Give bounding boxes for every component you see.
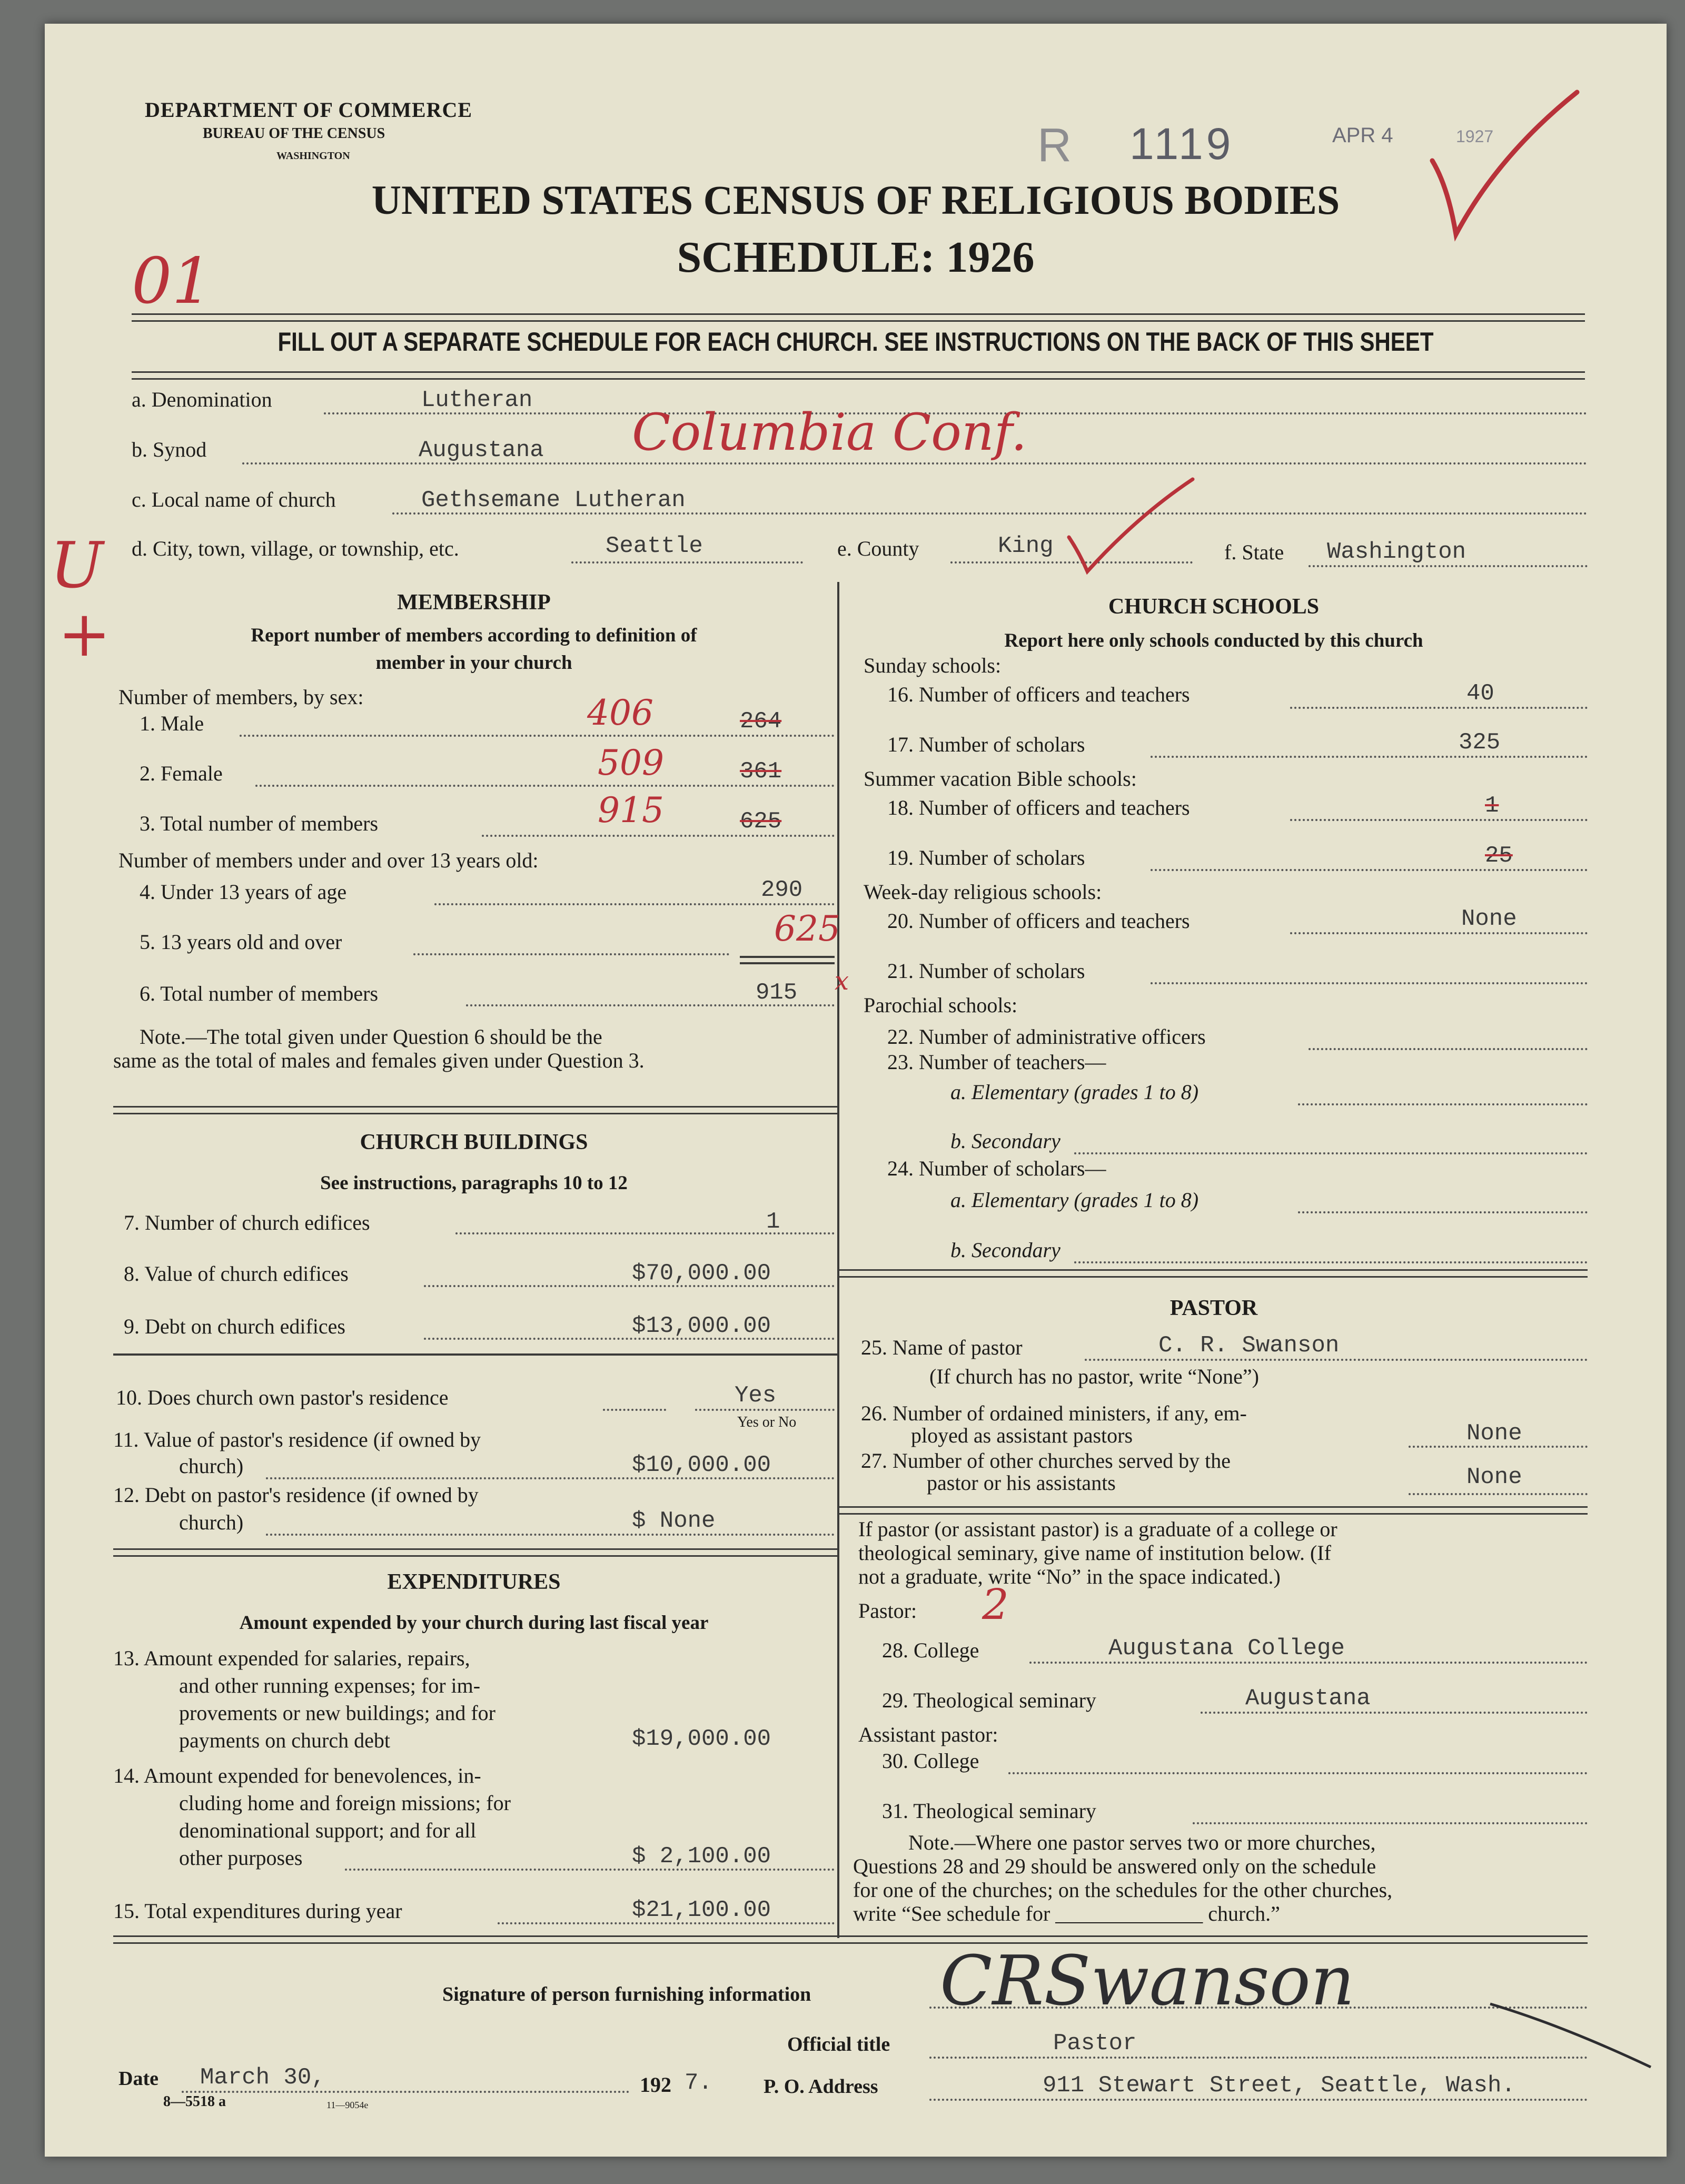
city-label-field: d. City, town, village, or township, etc.	[132, 537, 459, 560]
fill-line	[1151, 756, 1588, 758]
rule	[113, 1935, 1588, 1944]
bureau-label: BUREAU OF THE CENSUS	[203, 125, 385, 142]
city-value: Seattle	[606, 533, 703, 559]
fill-line	[1151, 869, 1588, 871]
fill-line	[182, 2091, 629, 2093]
q26-label-b: ployed as assistant pastors	[911, 1424, 1133, 1447]
pastor-note1: Note.—Where one pastor serves two or more churches,	[908, 1831, 1376, 1854]
q10-label: 10. Does church own pastor's residence	[116, 1386, 449, 1409]
q29-value: Augustana	[1245, 1685, 1371, 1712]
synod-value: Augustana	[419, 437, 544, 463]
q10-hint: Yes or No	[737, 1414, 797, 1430]
q9-label: 9. Debt on church edifices	[124, 1315, 345, 1338]
expenditures-sub: Amount expended by your church during last fiscal year	[239, 1612, 709, 1634]
department-label: DEPARTMENT OF COMMERCE	[145, 98, 473, 122]
pastor-hand: 2	[982, 1580, 1009, 1629]
q14-label-d: other purposes	[179, 1846, 303, 1870]
stamp-date: APR 4	[1332, 124, 1393, 147]
q19-value: 25	[1485, 843, 1513, 869]
fill-line	[1409, 1493, 1588, 1495]
po-address-label: P. O. Address	[764, 2076, 878, 2098]
denomination-value: Lutheran	[421, 387, 533, 413]
q27-label-a: 27. Number of other churches served by the	[861, 1449, 1231, 1473]
q6-hand-mark: x	[835, 966, 849, 996]
q7-label: 7. Number of church edifices	[124, 1211, 370, 1234]
q27-label-b: pastor or his assistants	[927, 1471, 1116, 1495]
q2-typed: 361	[740, 758, 782, 785]
fill-line	[1201, 1712, 1588, 1714]
fill-line	[929, 2057, 1588, 2059]
fill-line	[1290, 819, 1588, 821]
q3-typed: 625	[740, 808, 782, 835]
q2-hand: 509	[598, 743, 664, 783]
q11-label-a: 11. Value of pastor's residence (if owned by	[113, 1428, 481, 1451]
date-label: Date	[118, 2068, 158, 2090]
q20-label: 20. Number of officers and teachers	[887, 909, 1190, 933]
q16-value: 40	[1466, 680, 1494, 707]
fill-line	[424, 1285, 835, 1287]
official-title-value: Pastor	[1053, 2030, 1137, 2057]
q23-label: 23. Number of teachers—	[887, 1050, 1106, 1074]
pastor-note4: write “See schedule for ______________ church.”	[853, 1902, 1280, 1925]
q11-value: $10,000.00	[632, 1452, 771, 1478]
q12-label-b: church)	[179, 1510, 244, 1534]
state-label: f. State	[1224, 540, 1284, 564]
parochial-label: Parochial schools:	[864, 993, 1018, 1017]
q24-label: 24. Number of scholars—	[887, 1157, 1106, 1180]
fill-line	[571, 561, 803, 564]
summer-label: Summer vacation Bible schools:	[864, 767, 1137, 790]
schedule-title: SCHEDULE: 1926	[677, 233, 1035, 282]
q26-value: None	[1466, 1420, 1522, 1447]
sum-line	[740, 962, 835, 964]
q18-label: 18. Number of officers and teachers	[887, 796, 1190, 819]
weekday-label: Week-day religious schools:	[864, 880, 1102, 904]
date-value: March 30,	[200, 2064, 325, 2091]
q20-value: None	[1461, 906, 1517, 932]
by-age-label: Number of members under and over 13 years old:	[118, 848, 539, 872]
fill-line	[266, 1534, 835, 1536]
q1-hand: 406	[587, 693, 653, 733]
q15-label: 15. Total expenditures during year	[113, 1899, 402, 1923]
q3-label: 3. Total number of members	[140, 812, 379, 835]
year-suffix: 7.	[685, 2070, 712, 2096]
check-mark-icon	[1424, 82, 1582, 250]
fill-line	[1290, 707, 1588, 709]
fill-line	[413, 953, 729, 955]
year-prefix: 192	[640, 2073, 671, 2097]
by-sex-label: Number of members, by sex:	[118, 685, 364, 709]
q25-value: C. R. Swanson	[1158, 1332, 1340, 1359]
fill-line	[929, 2099, 1588, 2101]
q18-value: 1	[1485, 793, 1499, 819]
fill-line	[482, 835, 835, 837]
census-form	[45, 24, 1667, 2157]
q13-label-a: 13. Amount expended for salaries, repairs,	[113, 1646, 470, 1670]
hand-margin-plus: +	[58, 598, 111, 671]
q28-label: 28. College	[882, 1638, 979, 1662]
city-label: WASHINGTON	[276, 150, 350, 162]
q11-label-b: church)	[179, 1454, 244, 1478]
fill-line	[1008, 1772, 1588, 1774]
signature-flourish-icon	[1488, 1993, 1656, 2072]
rule	[113, 1106, 837, 1114]
fill-line	[603, 1409, 666, 1411]
fill-line	[1085, 1359, 1588, 1361]
fill-line	[695, 1409, 835, 1411]
state-value: Washington	[1327, 539, 1466, 565]
fill-line	[1074, 1261, 1588, 1263]
q27-value: None	[1466, 1464, 1522, 1490]
rule	[132, 313, 1585, 322]
county-check-icon	[1064, 474, 1201, 579]
print-number: 11—9054e	[326, 2100, 369, 2110]
fill-line	[1298, 1211, 1588, 1213]
q12-value: $ None	[632, 1508, 716, 1534]
fill-line	[1290, 932, 1588, 934]
q17-label: 17. Number of scholars	[887, 733, 1085, 756]
fill-line	[240, 735, 835, 737]
pastor-note2: Questions 28 and 29 should be answered only on the schedule	[853, 1854, 1376, 1878]
column-divider	[837, 582, 839, 1938]
fill-line	[1193, 1822, 1588, 1824]
q23a-label: a. Elementary (grades 1 to 8)	[950, 1080, 1199, 1104]
local-name-label: c. Local name of church	[132, 488, 336, 511]
q30-label: 30. College	[882, 1749, 979, 1773]
grad-note1: If pastor (or assistant pastor) is a graduate of a college or	[858, 1517, 1337, 1541]
form-title: UNITED STATES CENSUS OF RELIGIOUS BODIES	[371, 177, 1340, 223]
fill-line	[424, 1338, 835, 1340]
buildings-title: CHURCH BUILDINGS	[360, 1130, 588, 1154]
q31-label: 31. Theological seminary	[882, 1799, 1096, 1823]
rule	[837, 1506, 1588, 1515]
fill-line	[1309, 565, 1588, 567]
q13-value: $19,000.00	[632, 1726, 771, 1752]
pastor-sublabel: Pastor:	[858, 1599, 917, 1623]
q14-label-a: 14. Amount expended for benevolences, in-	[113, 1764, 481, 1787]
q13-label-b: and other running expenses; for im-	[179, 1674, 481, 1697]
stamp-number: 1119	[1129, 119, 1234, 169]
assistant-label: Assistant pastor:	[858, 1723, 998, 1746]
q9-value: $13,000.00	[632, 1313, 771, 1339]
q14-label-b: cluding home and foreign missions; for	[179, 1791, 511, 1815]
q6-typed: 915	[756, 980, 798, 1006]
signature-text: CRSwanson	[940, 1941, 1355, 2021]
q5-hand: 625	[774, 908, 840, 949]
grad-note2: theological seminary, give name of institution below. (If	[858, 1541, 1331, 1565]
schools-title: CHURCH SCHOOLS	[1108, 595, 1320, 619]
q17-value: 325	[1459, 729, 1501, 756]
county-value: King	[998, 533, 1054, 559]
hand-code: 01	[132, 245, 212, 318]
membership-note2: same as the total of males and females given under Question 3.	[113, 1049, 645, 1072]
fill-line	[1309, 1048, 1588, 1050]
fill-line	[1298, 1103, 1588, 1105]
q16-label: 16. Number of officers and teachers	[887, 683, 1190, 706]
fill-line	[1074, 1152, 1588, 1154]
q28-value: Augustana College	[1108, 1635, 1345, 1662]
instructions-banner: FILL OUT A SEPARATE SCHEDULE FOR EACH CHURCH. SEE INSTRUCTIONS ON THE BACK OF THIS SHEET	[277, 327, 1434, 357]
q12-label-a: 12. Debt on pastor's residence (if owned by	[113, 1483, 479, 1507]
q13-label-c: provements or new buildings; and for	[179, 1701, 495, 1725]
sunday-label: Sunday schools:	[864, 654, 1002, 677]
q22-label: 22. Number of administrative officers	[887, 1025, 1206, 1049]
fill-line	[434, 903, 835, 905]
pastor-note3: for one of the churches; on the schedules for the other churches,	[853, 1878, 1393, 1902]
q19-label: 19. Number of scholars	[887, 846, 1085, 869]
form-number: 8—5518 a	[163, 2093, 226, 2110]
q14-label-c: denominational support; and for all	[179, 1819, 477, 1842]
q3-hand: 915	[598, 790, 664, 831]
pastor-title: PASTOR	[1169, 1296, 1258, 1320]
schools-sub: Report here only schools conducted by this church	[1004, 630, 1423, 651]
q23b-label: b. Secondary	[950, 1129, 1060, 1153]
po-address-value: 911 Stewart Street, Seattle, Wash.	[1043, 2072, 1515, 2099]
official-title-label: Official title	[787, 2033, 890, 2055]
membership-note1: Note.—The total given under Question 6 should be the	[140, 1025, 602, 1049]
membership-sub2: member in your church	[375, 652, 572, 674]
q2-label: 2. Female	[140, 762, 223, 785]
q13-label-d: payments on church debt	[179, 1728, 390, 1752]
q24a-label: a. Elementary (grades 1 to 8)	[950, 1188, 1199, 1212]
q7-value: 1	[766, 1209, 780, 1235]
fill-line	[255, 785, 835, 787]
fill-line	[1029, 1662, 1588, 1664]
q8-value: $70,000.00	[632, 1260, 771, 1287]
q5-label: 5. 13 years old and over	[140, 930, 342, 954]
rule	[132, 371, 1585, 380]
stamp-year: 1927	[1456, 127, 1494, 146]
stamp-letter: R	[1037, 119, 1072, 172]
buildings-sub: See instructions, paragraphs 10 to 12	[320, 1172, 628, 1194]
q1-typed: 264	[740, 708, 782, 735]
grad-note3: not a graduate, write “No” in the space indicated.)	[858, 1565, 1281, 1588]
q14-value: $ 2,100.00	[632, 1843, 771, 1870]
membership-sub1: Report number of members according to definition of	[251, 625, 697, 646]
sum-line	[740, 956, 835, 958]
q26-label-a: 26. Number of ordained ministers, if any, em-	[861, 1401, 1247, 1425]
q21-label: 21. Number of scholars	[887, 959, 1085, 983]
q10-value: Yes	[735, 1382, 777, 1409]
synod-label: b. Synod	[132, 438, 207, 461]
local-name-value: Gethsemane Lutheran	[421, 487, 686, 513]
rule	[837, 1269, 1588, 1278]
q8-label: 8. Value of church edifices	[124, 1262, 349, 1286]
synod-hand: Columbia Conf.	[632, 403, 1027, 462]
membership-title: MEMBERSHIP	[397, 590, 551, 615]
rule	[113, 1548, 837, 1557]
q4-label: 4. Under 13 years of age	[140, 880, 347, 904]
hand-margin-u: U	[50, 529, 104, 602]
q4-typed: 290	[761, 877, 803, 903]
expenditures-title: EXPENDITURES	[387, 1570, 561, 1594]
q15-value: $21,100.00	[632, 1897, 771, 1923]
denomination-label: a. Denomination	[132, 388, 272, 411]
fill-line	[1151, 982, 1588, 984]
signature-label: Signature of person furnishing information	[442, 1983, 811, 2005]
q29-label: 29. Theological seminary	[882, 1688, 1096, 1712]
rule	[113, 1353, 837, 1356]
q25-label: 25. Name of pastor	[861, 1336, 1023, 1359]
q24b-label: b. Secondary	[950, 1238, 1060, 1262]
q25-hint: (If church has no pastor, write “None”)	[929, 1365, 1259, 1388]
q6-label: 6. Total number of members	[140, 982, 379, 1005]
q1-label: 1. Male	[140, 711, 204, 735]
county-label: e. County	[837, 537, 919, 560]
